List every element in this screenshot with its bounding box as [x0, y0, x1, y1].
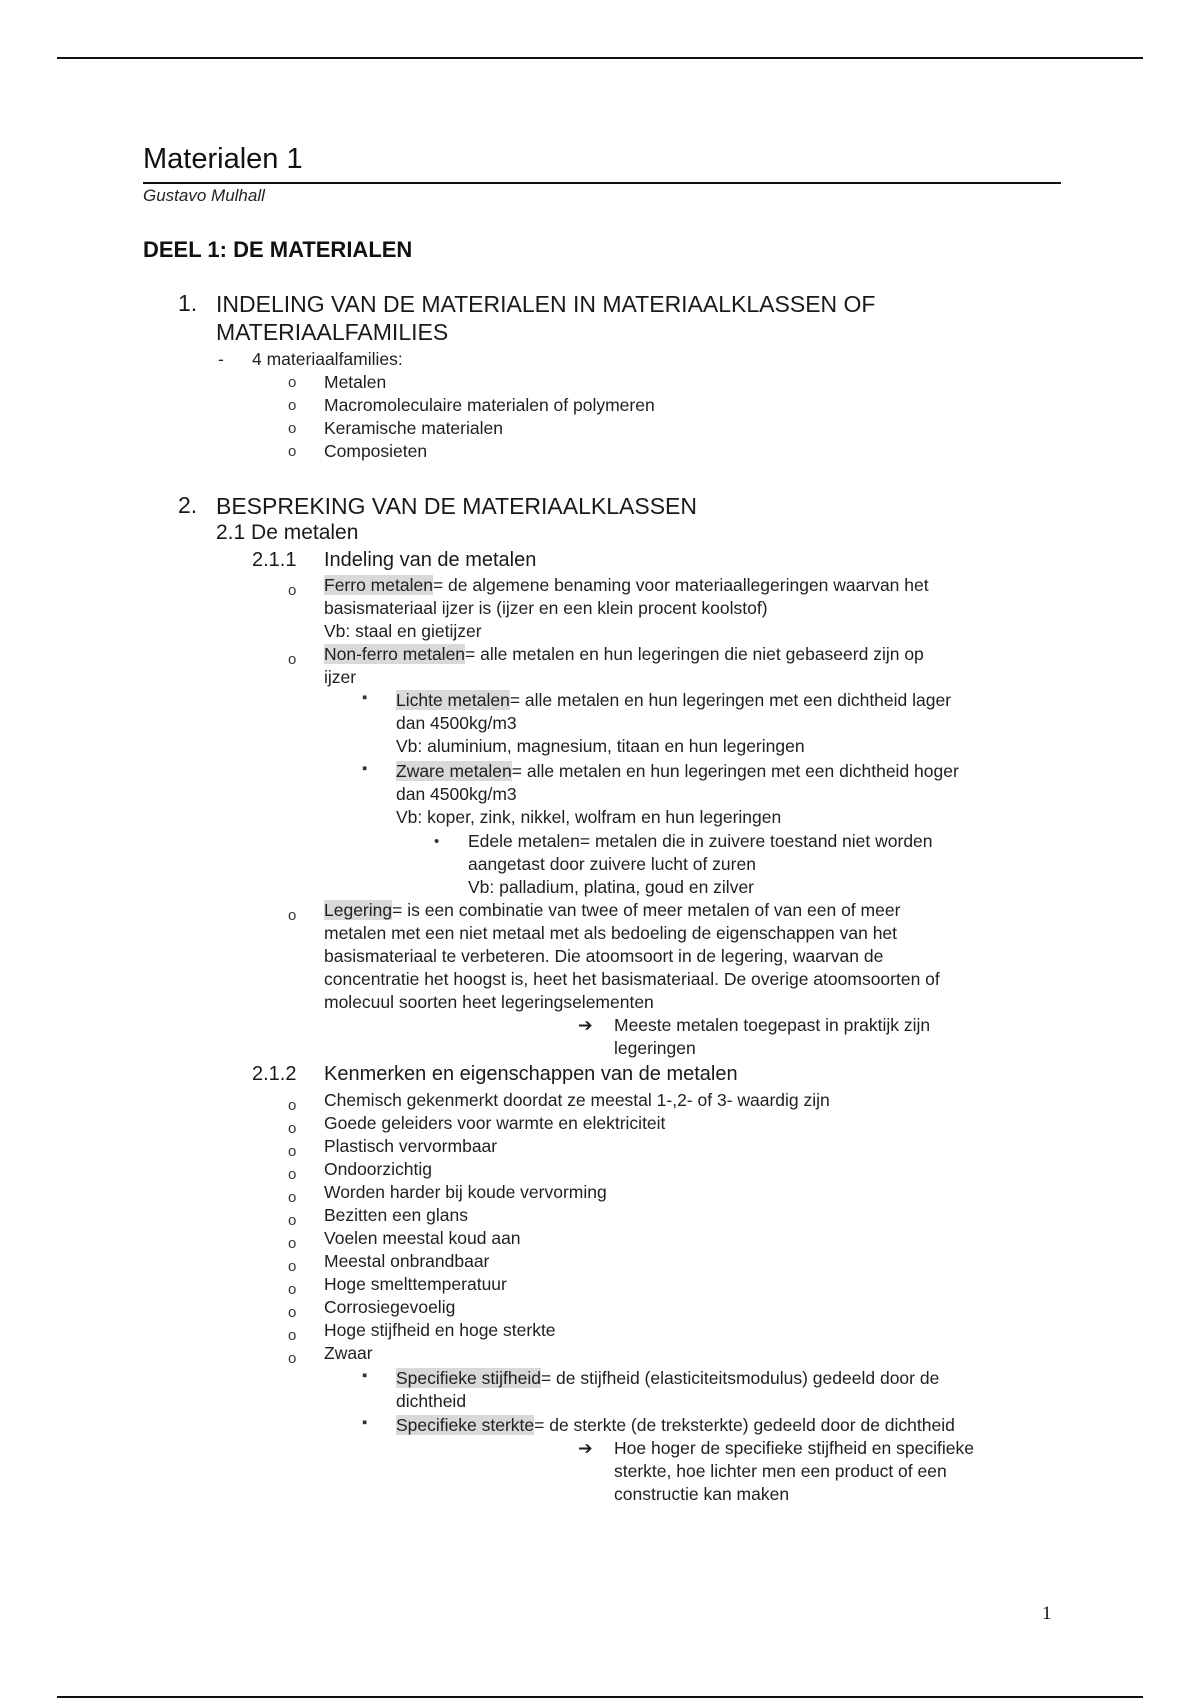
section-1-title-line-1: INDELING VAN DE MATERIALEN IN MATERIAALKLASSEN OF [216, 291, 876, 317]
circle-bullet: o [288, 1258, 297, 1275]
nonferro-term: Non-ferro metalen [324, 644, 466, 664]
circle-bullet: o [288, 420, 297, 437]
family-item: Macromoleculaire materialen of polymeren [324, 395, 655, 415]
property-item: Chemisch gekenmerkt doordat ze meestal 1-,2- of 3- waardig zijn [324, 1090, 830, 1110]
property-item: Bezitten een glans [324, 1205, 468, 1225]
family-item: Composieten [324, 441, 428, 461]
arrow-icon: ➔ [578, 1015, 593, 1035]
legering-definition-line-5: molecuul soorten heet legeringselementen [324, 992, 654, 1012]
family-item: Metalen [324, 372, 387, 392]
lichte-example: Vb: aluminium, magnesium, titaan en hun legeringen [396, 736, 805, 756]
zware-term: Zware metalen [396, 761, 512, 781]
circle-bullet: o [288, 1166, 297, 1183]
nonferro-definition-line-2: ijzer [324, 667, 357, 687]
square-bullet: ▪ [362, 1367, 368, 1384]
subsection-2-1-2-number: 2.1.2 [252, 1063, 297, 1085]
page-bottom-rule [57, 1696, 1143, 1698]
zware-definition-line-1: Zware metalen= alle metalen en hun legeringen met een dichtheid hoger [396, 761, 959, 781]
legering-definition-line-2: metalen met een niet metaal met als bedoeling de eigenschappen van het [324, 923, 898, 943]
circle-bullet: o [288, 1327, 297, 1344]
zware-example: Vb: koper, zink, nikkel, wolfram en hun legeringen [396, 807, 782, 827]
families-intro: 4 materiaalfamilies: [252, 349, 403, 369]
property-item: Goede geleiders voor warmte en elektriciteit [324, 1113, 666, 1133]
subsection-2-1-title: 2.1 De metalen [216, 521, 359, 544]
part-heading: DEEL 1: DE MATERIALEN [143, 237, 413, 262]
lichte-definition-line-2: dan 4500kg/m3 [396, 713, 517, 733]
legering-note-line-2: legeringen [614, 1038, 696, 1058]
circle-bullet: o [288, 1350, 297, 1367]
property-item: Hoge smelttemperatuur [324, 1274, 507, 1294]
legering-definition-line-4: concentratie het hoogst is, heet het basismateriaal. De overige atoomsoorten of [324, 969, 940, 989]
lichte-term: Lichte metalen [396, 690, 510, 710]
edele-definition-line-1: Edele metalen= metalen die in zuivere toestand niet worden [468, 831, 933, 851]
sterkte-term: Specifieke sterkte [396, 1415, 535, 1435]
conclusion-line-1: Hoe hoger de specifieke stijfheid en specifieke [614, 1438, 974, 1458]
edele-example: Vb: palladium, platina, goud en zilver [468, 877, 755, 897]
sterkte-definition-line-1: Specifieke sterkte= de sterkte (de treksterkte) gedeeld door de dichtheid [396, 1415, 955, 1435]
conclusion-line-3: constructie kan maken [614, 1484, 790, 1504]
ferro-definition-line-2: basismateriaal ijzer is (ijzer en een klein procent koolstof) [324, 598, 768, 618]
legering-definition-line-3: basismateriaal te verbeteren. Die atoomsoort in de legering, waarvan de [324, 946, 884, 966]
page-top-rule [57, 57, 1143, 59]
property-item: Corrosiegevoelig [324, 1297, 456, 1317]
property-item: Worden harder bij koude vervorming [324, 1182, 607, 1202]
subsection-2-1-2-title: Kenmerken en eigenschappen van de metalen [324, 1063, 738, 1085]
circle-bullet: o [288, 1120, 297, 1137]
document-author: Gustavo Mulhall [143, 186, 265, 205]
subsection-2-1-1-title: Indeling van de metalen [324, 549, 537, 571]
section-1-title-line-2: MATERIAALFAMILIES [216, 319, 449, 345]
circle-bullet: o [288, 1189, 297, 1206]
conclusion-line-2: sterkte, hoe lichter men een product of een [614, 1461, 947, 1481]
circle-bullet: o [288, 397, 297, 414]
stijfheid-definition-line-2: dichtheid [396, 1391, 467, 1411]
square-bullet: ▪ [362, 760, 368, 777]
lichte-definition-line-1: Lichte metalen= alle metalen en hun legeringen met een dichtheid lager [396, 690, 952, 710]
section-1-number: 1. [178, 290, 198, 316]
property-item: Ondoorzichtig [324, 1159, 432, 1179]
property-item: Plastisch vervormbaar [324, 1136, 498, 1156]
circle-bullet: o [288, 1235, 297, 1252]
ferro-term: Ferro metalen [324, 575, 433, 595]
circle-bullet: o [288, 907, 297, 924]
stijfheid-term: Specifieke stijfheid [396, 1368, 541, 1388]
ferro-example: Vb: staal en gietijzer [324, 621, 482, 641]
circle-bullet: o [288, 374, 297, 391]
section-2-title: BESPREKING VAN DE MATERIAALKLASSEN [216, 493, 698, 519]
property-item: Zwaar [324, 1343, 373, 1363]
circle-bullet: o [288, 1304, 297, 1321]
subsection-2-1-1-number: 2.1.1 [252, 549, 297, 571]
section-2-number: 2. [178, 492, 198, 518]
property-item: Hoge stijfheid en hoge sterkte [324, 1320, 556, 1340]
property-item: Voelen meestal koud aan [324, 1228, 521, 1248]
square-bullet: ▪ [362, 689, 368, 706]
dot-bullet: • [434, 833, 440, 850]
square-bullet: ▪ [362, 1414, 368, 1431]
nonferro-definition-line-1: Non-ferro metalen= alle metalen en hun legeringen die niet gebaseerd zijn op [324, 644, 924, 664]
circle-bullet: o [288, 1212, 297, 1229]
ferro-definition-line-1: Ferro metalen= de algemene benaming voor materiaallegeringen waarvan het [324, 575, 929, 595]
legering-note-line-1: Meeste metalen toegepast in praktijk zijn [614, 1015, 931, 1035]
page-number: 1 [1042, 1603, 1052, 1624]
property-item: Meestal onbrandbaar [324, 1251, 490, 1271]
circle-bullet: o [288, 443, 297, 460]
stijfheid-definition-line-1: Specifieke stijfheid= de stijfheid (elasticiteitsmodulus) gedeeld door de [396, 1368, 940, 1388]
legering-term: Legering [324, 900, 393, 920]
circle-bullet: o [288, 1281, 297, 1298]
circle-bullet: o [288, 651, 297, 668]
document-title: Materialen 1 [143, 143, 303, 175]
zware-definition-line-2: dan 4500kg/m3 [396, 784, 517, 804]
title-rule [143, 182, 1061, 184]
circle-bullet: o [288, 1097, 297, 1114]
family-item: Keramische materialen [324, 418, 503, 438]
legering-definition-line-1: Legering= is een combinatie van twee of meer metalen of van een of meer [324, 900, 901, 920]
circle-bullet: o [288, 1143, 297, 1160]
circle-bullet: o [288, 582, 297, 599]
dash-bullet: - [218, 349, 224, 369]
edele-definition-line-2: aangetast door zuivere lucht of zuren [468, 854, 756, 874]
arrow-icon: ➔ [578, 1438, 593, 1458]
